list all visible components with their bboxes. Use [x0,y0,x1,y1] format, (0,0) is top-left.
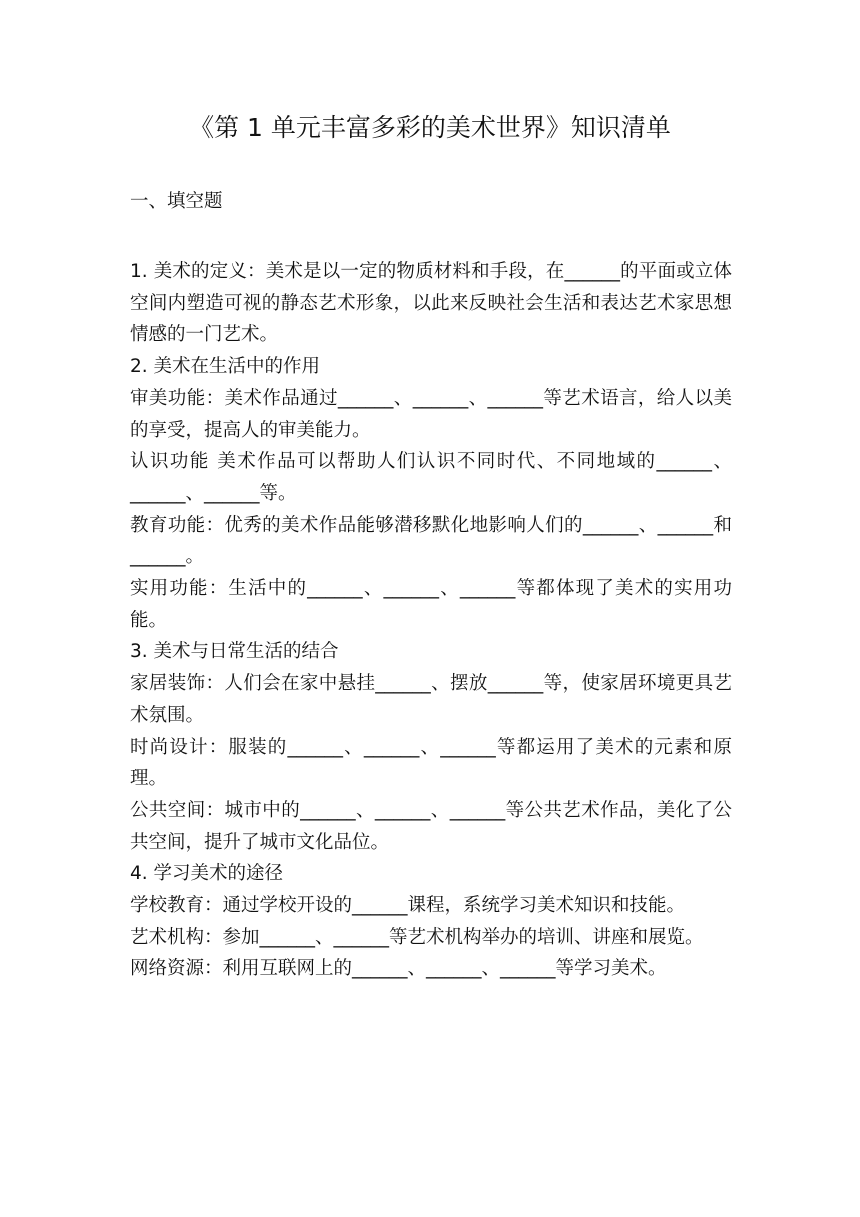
paragraph-educational-function: 教育功能：优秀的美术作品能够潜移默化地影响人们的______、______和______。 [130,514,732,568]
heading-art-and-daily-life: 3. 美术与日常生活的结合 [130,641,339,663]
paragraph-school-education: 学校教育：通过学校开设的______课程，系统学习美术知识和技能。 [130,895,686,917]
paragraph-practical-function: 实用功能：生活中的______、______、______等都体现了美术的实用功能。 [130,578,732,631]
document-title: 《第 1 单元丰富多彩的美术世界》知识清单 [189,113,671,142]
paragraph-online-resources: 网络资源：利用互联网上的______、______、______等学习美术。 [130,958,667,980]
paragraph-art-institutions: 艺术机构：参加______、______等艺术机构举办的培训、讲座和展览。 [130,926,704,948]
paragraph-public-space: 公共空间：城市中的______、______、______等公共艺术作品，美化了公共空间，提升了城市文化品位。 [130,799,732,853]
paragraph-aesthetic-function: 审美功能：美术作品通过______、______、______等艺术语言，给人以美的享受，提高人的审美能力。 [130,387,732,441]
heading-art-in-life: 2. 美术在生活中的作用 [130,356,321,378]
section-heading: 一、填空题 [130,191,223,212]
paragraph-cognitive-function: 认识功能 美术作品可以帮助人们认识不同时代、不同地域的______、______、______等。 [130,451,732,504]
heading-ways-to-learn: 4. 学习美术的途径 [130,863,284,885]
paragraph-home-decoration: 家居装饰：人们会在家中悬挂______、摆放______等，使家居环境更具艺术氛围。 [130,673,732,726]
document-body [130,256,732,985]
paragraph-definition: 1. 美术的定义：美术是以一定的物质材料和手段，在______的平面或立体空间内塑造可视的静态艺术形象，以此来反映社会生活和表达艺术家思想情感的一门艺术。 [130,261,732,346]
paragraph-fashion-design: 时尚设计：服装的______、______、______等都运用了美术的元素和原理。 [130,736,732,790]
